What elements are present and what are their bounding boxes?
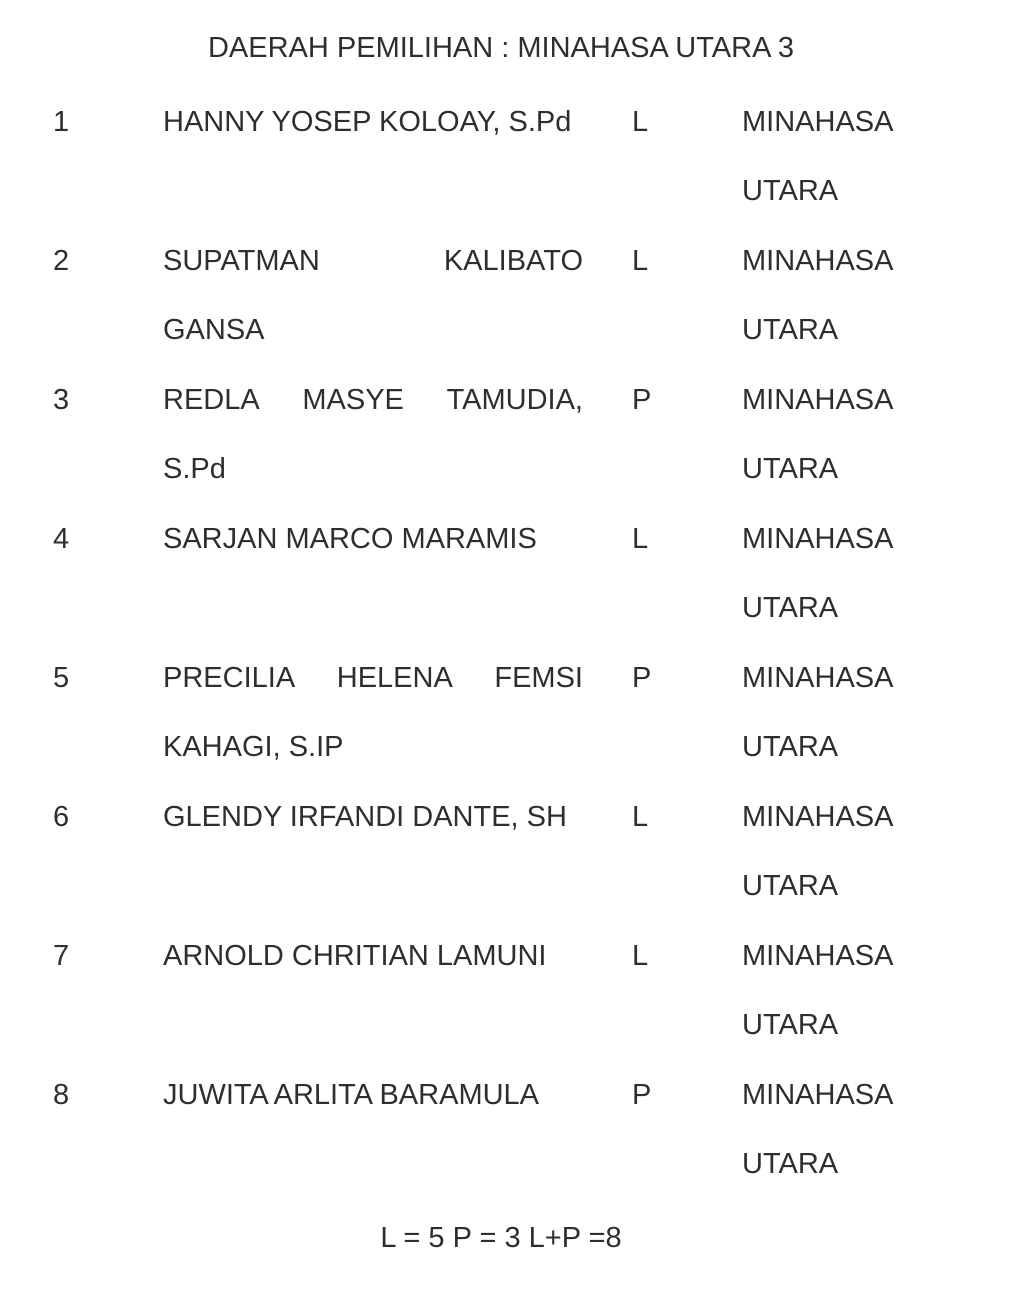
candidate-name-line1: [163, 660, 583, 696]
row-number: 7: [53, 940, 70, 972]
table-row: [0, 382, 1026, 521]
table-row: [0, 104, 1026, 243]
region-line2: UTARA: [742, 731, 839, 763]
name-word: HELENA: [336, 662, 453, 694]
row-number: 5: [53, 662, 70, 694]
name-word: TAMUDIA,: [446, 384, 583, 416]
row-number: 8: [53, 1079, 70, 1111]
candidate-name-line2: KAHAGI, S.IP: [163, 731, 344, 763]
table-row: [0, 521, 1026, 660]
candidate-name-line1: [163, 104, 583, 140]
candidate-name-line1: [163, 799, 583, 835]
gender-cell: L: [632, 801, 649, 833]
name-word: KALIBATO: [443, 245, 583, 277]
candidate-name-line1: [163, 938, 583, 974]
row-number: 6: [53, 801, 70, 833]
table-row: [0, 660, 1026, 799]
gender-cell: P: [632, 662, 652, 694]
table-row: [0, 799, 1026, 938]
candidate-name-line1: [163, 382, 583, 418]
region-line2: UTARA: [742, 314, 839, 346]
name-word: GLENDY IRFANDI DANTE, SH: [163, 801, 567, 833]
row-number: 3: [53, 384, 70, 416]
page-title: DAERAH PEMILIHAN : MINAHASA UTARA 3: [207, 32, 795, 64]
name-word: SARJAN MARCO MARAMIS: [163, 523, 537, 555]
candidate-name-line2: S.Pd: [163, 453, 226, 485]
name-word: HANNY YOSEP KOLOAY, S.Pd: [163, 106, 572, 138]
candidate-name-line1: [163, 1077, 583, 1113]
candidate-name-line2: GANSA: [163, 314, 265, 346]
gender-cell: L: [632, 523, 649, 555]
gender-cell: L: [632, 106, 649, 138]
region-line2: UTARA: [742, 1009, 839, 1041]
name-word: PRECILIA: [163, 662, 296, 694]
region-line1: MINAHASA: [742, 245, 894, 277]
region-line1: MINAHASA: [742, 384, 894, 416]
region-line1: MINAHASA: [742, 1079, 894, 1111]
region-line1: MINAHASA: [742, 523, 894, 555]
row-number: 2: [53, 245, 70, 277]
gender-cell: P: [632, 384, 652, 416]
name-word: ARNOLD CHRITIAN LAMUNI: [163, 940, 547, 972]
table-row: [0, 938, 1026, 1077]
region-line1: MINAHASA: [742, 662, 894, 694]
table-row: [0, 243, 1026, 382]
row-number: 4: [53, 523, 70, 555]
table-row: [0, 1077, 1026, 1216]
region-line1: MINAHASA: [742, 801, 894, 833]
region-line2: UTARA: [742, 1148, 839, 1180]
region-line2: UTARA: [742, 453, 839, 485]
name-word: REDLA: [163, 384, 260, 416]
name-word: SUPATMAN: [163, 245, 320, 277]
gender-cell: P: [632, 1079, 652, 1111]
region-line1: MINAHASA: [742, 940, 894, 972]
candidate-name-line1: [163, 521, 583, 557]
region-line2: UTARA: [742, 870, 839, 902]
row-number: 1: [53, 106, 70, 138]
name-word: MASYE: [302, 384, 404, 416]
gender-summary: L = 5 P = 3 L+P =8: [380, 1222, 622, 1254]
candidate-name-line1: [163, 243, 583, 279]
name-word: FEMSI: [494, 662, 583, 694]
gender-cell: L: [632, 245, 649, 277]
region-line2: UTARA: [742, 592, 839, 624]
region-line1: MINAHASA: [742, 106, 894, 138]
name-word: JUWITA ARLITA BARAMULA: [163, 1079, 540, 1111]
region-line2: UTARA: [742, 175, 839, 207]
gender-cell: L: [632, 940, 649, 972]
